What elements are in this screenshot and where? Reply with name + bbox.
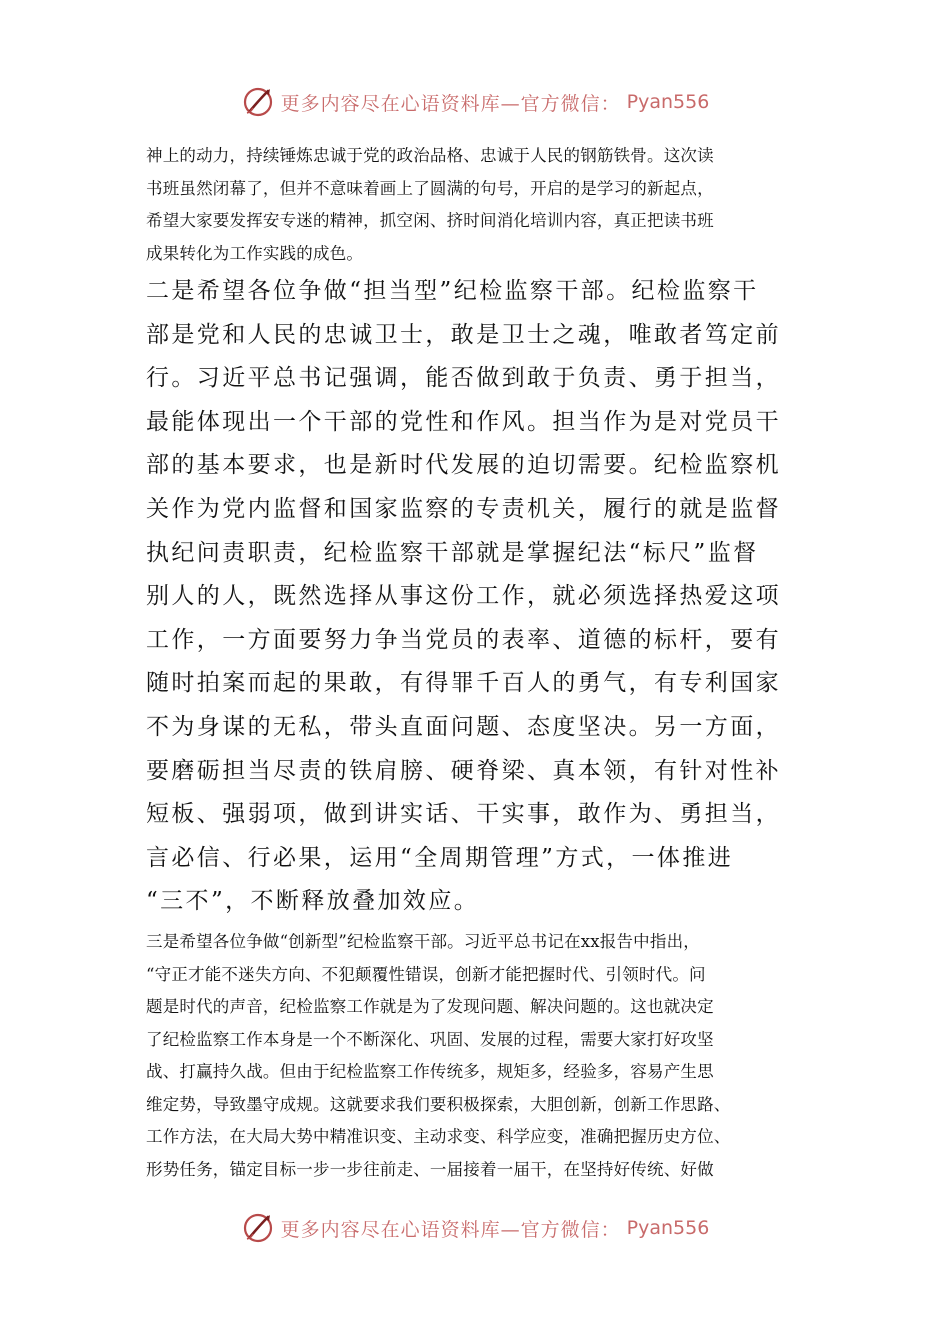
text-line: 执纪问责职责，纪检监察干部就是掌握纪法“标尺”监督 bbox=[146, 539, 759, 566]
text-line: “三不”，不断释放叠加效应。 bbox=[146, 888, 480, 915]
paragraph-responsibility bbox=[146, 270, 806, 924]
text-line: 行。习近平总书记强调，能否做到敢于负责、勇于担当， bbox=[146, 365, 781, 392]
text-line: 关作为党内监督和国家监察的专责机关，履行的就是监督 bbox=[146, 495, 781, 522]
text-line: 二是希望各位争做“担当型”纪检监察干部。纪检监察干 bbox=[146, 278, 759, 304]
text-line: 了纪检监察工作本身是一个不断深化、巩固、发展的过程，需要大家打好攻坚 bbox=[146, 1029, 714, 1049]
text-line: 短板、强弱项，做到讲实话、干实事，敢作为、勇担当， bbox=[146, 801, 781, 828]
text-line: 战、打赢持久战。但由于纪检监察工作传统多，规矩多，经验多，容易产生思 bbox=[146, 1062, 714, 1081]
text-line: 言必信、行必果，运用“全周期管理”方式，一体推进 bbox=[146, 844, 734, 871]
text-line: 题是时代的声音，纪检监察工作就是为了发现问题、解决问题的。这也就决定 bbox=[146, 997, 714, 1016]
text-line: 书班虽然闭幕了，但并不意味着画上了圆满的句号，开启的是学习的新起点， bbox=[146, 178, 714, 198]
text-line: 随时拍案而起的果敢，有得罪千百人的勇气，有专利国家 bbox=[146, 670, 781, 697]
text-line: 成果转化为工作实践的成色。 bbox=[146, 243, 364, 263]
watermark-text: 更多内容尽在心语资料库—官方微信： bbox=[280, 92, 621, 115]
text-line: “守正才能不迷失方向、不犯颠覆性错误，创新才能把握时代、引领时代。问 bbox=[146, 964, 706, 984]
text-line: 部是党和人民的忠诚卫士，敢是卫士之魂，唯敢者笃定前 bbox=[146, 321, 781, 348]
text-line: 形势任务，锚定目标一步一步往前走、一届接着一届干，在坚持好传统、好做 bbox=[146, 1159, 714, 1179]
header-watermark bbox=[0, 82, 950, 122]
footer-watermark bbox=[0, 1208, 950, 1248]
text-line: 维定势，导致墨守成规。这就要求我们要积极探索，大胆创新，创新工作思路、 bbox=[146, 1094, 731, 1114]
watermark-text: 更多内容尽在心语资料库—官方微信： bbox=[280, 1218, 621, 1241]
text-line: 别人的人，既然选择从事这份工作，就必须选择热爱这项 bbox=[146, 583, 781, 610]
text-line: 希望大家要发挥安专迷的精神，抓空闲、挤时间消化培训内容，真正把读书班 bbox=[146, 211, 714, 230]
pen-logo-icon bbox=[241, 85, 275, 119]
text-line: 工作，一方面要努力争当党员的表率、道德的标杆，要有 bbox=[146, 626, 781, 653]
text-line: 最能体现出一个干部的党性和作风。担当作为是对党员干 bbox=[146, 408, 781, 435]
text-line: 神上的动力，持续锤炼忠诚于党的政治品格、忠诚于人民的钢筋铁骨。这次读 bbox=[146, 146, 714, 165]
text-line: 部的基本要求，也是新时代发展的迫切需要。纪检监察机 bbox=[146, 452, 781, 479]
text-line: 三是希望各位争做“创新型”纪检监察干部。习近平总书记在xx报告中指出， bbox=[146, 932, 700, 951]
paragraph-innovation bbox=[146, 926, 806, 1186]
text-line: 工作方法，在大局大势中精准识变、主动求变、科学应变，准确把握历史方位、 bbox=[146, 1127, 731, 1146]
watermark-wechat-id: Pyan556 bbox=[626, 91, 710, 113]
text-line: 要磨砺担当尽责的铁肩膀、硬脊梁、真本领，有针对性补 bbox=[146, 757, 781, 784]
watermark-wechat-id: Pyan556 bbox=[626, 1217, 710, 1239]
pen-logo-icon bbox=[241, 1211, 275, 1245]
paragraph-continuation bbox=[146, 140, 806, 270]
text-line: 不为身谋的无私，带头直面问题、态度坚决。另一方面， bbox=[146, 713, 781, 740]
